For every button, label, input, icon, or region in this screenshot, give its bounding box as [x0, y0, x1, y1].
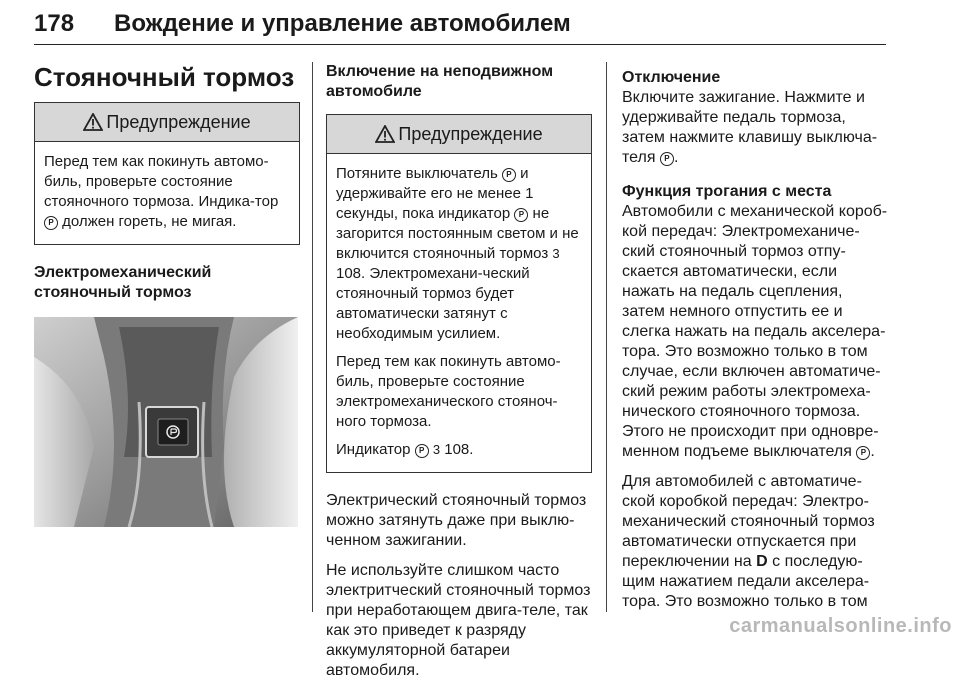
warning-header — [327, 115, 591, 154]
subsection-title: Электромеханический стояночный тормоз — [34, 264, 212, 301]
column-1 — [34, 58, 300, 527]
parking-brake-icon: P — [415, 444, 429, 458]
body-paragraph — [622, 202, 888, 462]
subsection-title: Включение на неподвижном автомобиле — [326, 63, 554, 100]
column-2 — [326, 58, 592, 691]
body-paragraph: Электрический стояночный тормоз можно затянуть даже при выклю-ченном зажигании. — [326, 492, 587, 549]
warning-paragraph-2: Перед тем как покинуть автомо-биль, проверьте состояние электромеханического стояноч-ного тормоза. — [336, 353, 561, 430]
console-illustration — [34, 317, 298, 527]
text-part: не загорится постоянным светом и не включится стояночный тормоз — [336, 205, 579, 262]
warning-paragraph-1 — [336, 164, 582, 344]
warning-text-part: Перед тем как покинуть автомо-биль, проверьте состояние стояночного тормоза. Индика-тор — [44, 153, 279, 210]
warning-title: Предупреждение — [398, 123, 543, 144]
warning-triangle-icon — [83, 113, 103, 131]
parking-brake-icon: P — [502, 168, 516, 182]
warning-header — [35, 103, 299, 142]
section-title: Стояночный тормоз — [34, 62, 295, 92]
page-header — [34, 6, 886, 45]
parking-brake-icon: P — [514, 208, 528, 222]
text-part: Для автомобилей с автоматиче-ской коробкой передач: Электро-механический стояночный тормоз автоматически отпускается при переключении на — [622, 473, 875, 570]
warning-text — [44, 152, 290, 232]
text-part: 108. Электромехани-ческий стояночный тормоз будет автоматически затянут с необходимым усилием. — [336, 265, 530, 342]
body-paragraph — [622, 472, 888, 612]
warning-body — [327, 154, 591, 472]
column-3 — [622, 58, 888, 622]
warning-body — [35, 142, 299, 244]
text-part: Включите зажигание. Нажмите и удерживайте педаль тормоза, затем нажмите клавишу выключа-теля — [622, 89, 878, 166]
warning-text-part: должен гореть, не мигая. — [62, 213, 237, 230]
gear-d-label: D — [756, 553, 768, 570]
parking-brake-icon: P — [660, 152, 674, 166]
text-part: Индикатор — [336, 441, 411, 458]
warning-title: Предупреждение — [106, 111, 251, 132]
watermark: carmanualsonline.info — [729, 615, 952, 637]
text-part: с последую-щим нажатием педали акселера-тора. Это возможно только в том — [622, 553, 870, 610]
warning-box — [34, 102, 300, 245]
text-part: Автомобили с механической короб-кой передач: Электромеханиче-ский стояночный тормоз отпу-скается автоматически, если нажать на педаль сцепления, затем немного отпустить ее и слегка нажать на педаль акселера-тора. Это возможно только в том случае, если включен автоматиче-ский режим работы электромеха-нического стояночного тормоза. Этого не происходит при одновре-менном подъеме выключателя — [622, 203, 888, 460]
warning-box — [326, 114, 592, 473]
warning-paragraph-3 — [336, 440, 582, 460]
page-number: 178 — [34, 10, 75, 37]
text-part: Потяните выключатель — [336, 165, 498, 182]
body-paragraph — [622, 88, 888, 168]
column-divider-1 — [312, 62, 313, 612]
parking-brake-icon: P — [44, 216, 58, 230]
text-part: . — [870, 443, 875, 460]
parking-brake-icon: P — [856, 446, 870, 460]
page-ref-arrow-icon[interactable]: 3 — [552, 246, 560, 261]
text-part: 108. — [444, 441, 474, 458]
body-paragraph: Не используйте слишком часто электритческий стояночный тормоз при неработающем двига-теле, так как это приведет к разряду аккумуляторной батареи автомобиля. — [326, 562, 591, 679]
parking-brake-switch-image — [34, 317, 298, 527]
text-part: и удерживайте его не менее 1 секунды, пока индикатор — [336, 165, 534, 222]
chapter-title: Вождение и управление автомобилем — [114, 10, 571, 37]
subsection-title: Отключение — [622, 69, 721, 86]
column-divider-2 — [606, 62, 607, 612]
page-ref-arrow-icon[interactable]: 3 — [432, 442, 441, 457]
warning-triangle-icon — [375, 125, 395, 143]
subsection-title: Функция трогания с места — [622, 183, 832, 200]
text-part: . — [673, 149, 679, 166]
